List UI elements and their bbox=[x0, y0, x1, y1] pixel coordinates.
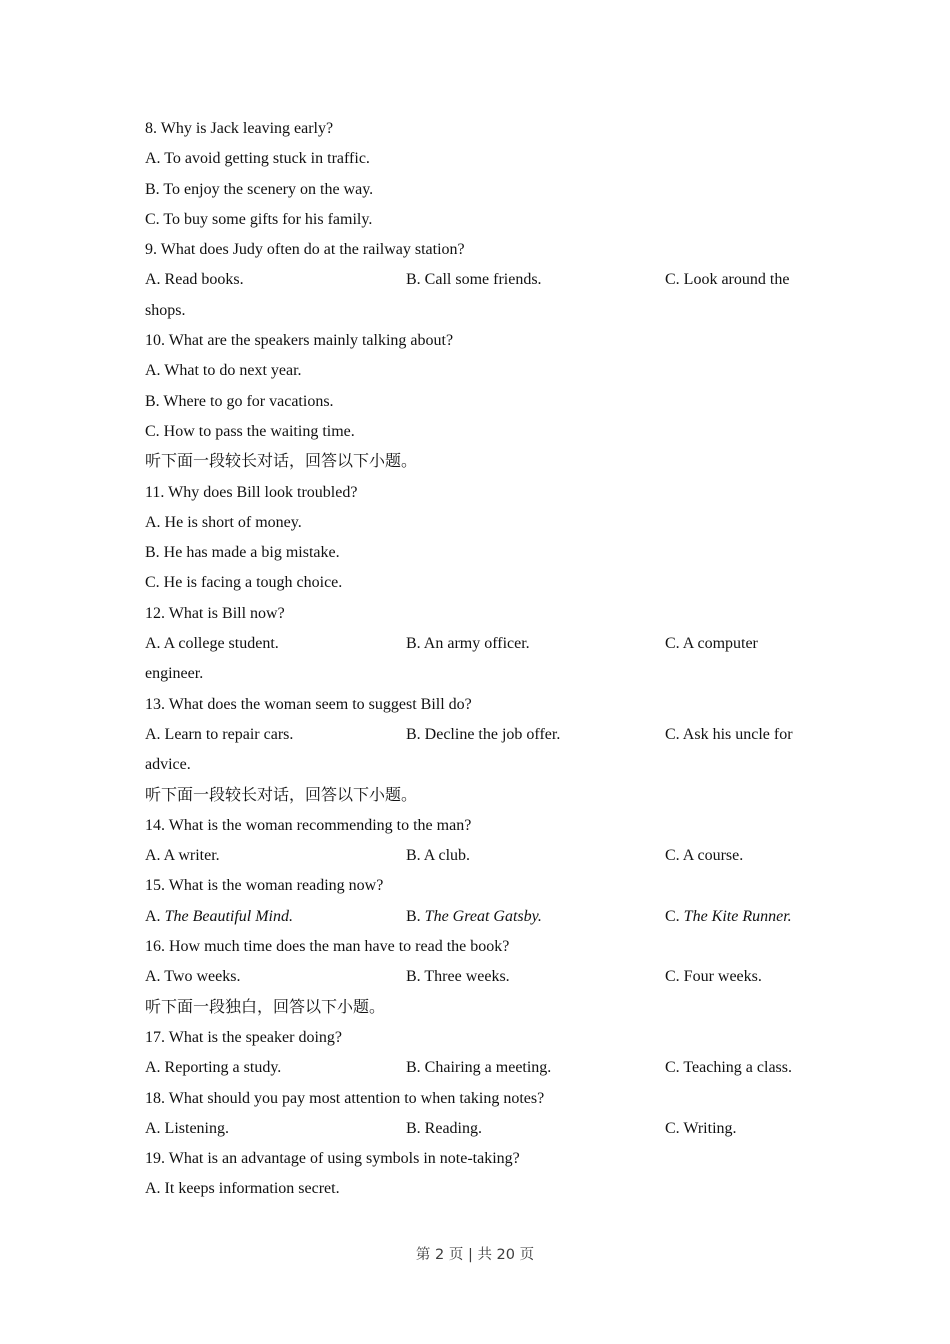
question-10: 10. What are the speakers mainly talking about? bbox=[145, 332, 454, 350]
options-row-18 bbox=[145, 1114, 810, 1144]
option-10c: C. How to pass the waiting time. bbox=[145, 422, 355, 440]
option-13c-wrap: advice. bbox=[145, 756, 191, 774]
option-8c: C. To buy some gifts for his family. bbox=[145, 210, 373, 228]
option-11c: C. He is facing a tough choice. bbox=[145, 574, 343, 592]
question-16: 16. How much time does the man have to read the book? bbox=[145, 938, 510, 956]
option-9a: A. Read books. bbox=[145, 271, 244, 289]
option-12c-wrap: engineer. bbox=[145, 665, 204, 683]
question-18: 18. What should you pay most attention to when taking notes? bbox=[145, 1089, 545, 1107]
question-9: 9. What does Judy often do at the railway station? bbox=[145, 241, 465, 259]
option-9c-wrap: shops. bbox=[145, 301, 186, 319]
option-13c: C. Ask his uncle for bbox=[665, 725, 793, 743]
option-15c bbox=[665, 902, 792, 932]
option-14a: A. A writer. bbox=[145, 847, 220, 865]
option-14c: C. A course. bbox=[665, 847, 744, 865]
option-19a: A. It keeps information secret. bbox=[145, 1180, 340, 1198]
option-13a: A. Learn to repair cars. bbox=[145, 725, 294, 743]
page-footer bbox=[0, 1243, 950, 1264]
book-title: The Kite Runner. bbox=[683, 907, 792, 925]
option-12a: A. A college student. bbox=[145, 635, 279, 653]
option-18a: A. Listening. bbox=[145, 1119, 229, 1137]
option-15a bbox=[145, 902, 293, 932]
options-row-15 bbox=[145, 902, 810, 932]
option-9c: C. Look around the bbox=[665, 271, 790, 289]
options-row-16 bbox=[145, 962, 810, 992]
option-18c: C. Writing. bbox=[665, 1119, 737, 1137]
option-16c: C. Four weeks. bbox=[665, 968, 762, 986]
option-8a: A. To avoid getting stuck in traffic. bbox=[145, 150, 370, 168]
option-17b: B. Chairing a meeting. bbox=[406, 1059, 552, 1077]
listening-instruction-monologue: 听下面一段独白，回答以下小题。 bbox=[145, 998, 386, 1016]
question-12: 12. What is Bill now? bbox=[145, 604, 285, 622]
option-10b: B. Where to go for vacations. bbox=[145, 392, 334, 410]
question-13: 13. What does the woman seem to suggest Bill do? bbox=[145, 695, 472, 713]
question-8: 8. Why is Jack leaving early? bbox=[145, 120, 334, 137]
option-16b: B. Three weeks. bbox=[406, 968, 510, 986]
page-number-indicator: 第 2 页 | 共 20 页 bbox=[415, 1247, 535, 1263]
question-17: 17. What is the speaker doing? bbox=[145, 1028, 342, 1046]
options-row-12 bbox=[145, 629, 810, 659]
option-12b: B. An army officer. bbox=[406, 635, 530, 653]
book-title: The Great Gatsby. bbox=[424, 907, 542, 925]
option-14b: B. A club. bbox=[406, 847, 471, 865]
option-13b: B. Decline the job offer. bbox=[406, 725, 561, 743]
option-letter: B. bbox=[406, 907, 425, 925]
option-17c: C. Teaching a class. bbox=[665, 1059, 792, 1077]
question-15: 15. What is the woman reading now? bbox=[145, 877, 384, 895]
option-18b: B. Reading. bbox=[406, 1119, 482, 1137]
option-11b: B. He has made a big mistake. bbox=[145, 544, 340, 562]
options-row-14 bbox=[145, 841, 810, 871]
options-row-9 bbox=[145, 265, 810, 295]
option-letter: C. bbox=[665, 907, 684, 925]
listening-instruction-dialog-1: 听下面一段较长对话，回答以下小题。 bbox=[145, 453, 418, 471]
option-11a: A. He is short of money. bbox=[145, 513, 302, 531]
exam-body bbox=[145, 114, 810, 1205]
book-title: The Beautiful Mind. bbox=[164, 907, 293, 925]
option-15b bbox=[406, 902, 542, 932]
question-19: 19. What is an advantage of using symbols in note-taking? bbox=[145, 1150, 520, 1168]
option-17a: A. Reporting a study. bbox=[145, 1059, 282, 1077]
option-10a: A. What to do next year. bbox=[145, 362, 302, 380]
option-12c: C. A computer bbox=[665, 635, 758, 653]
question-11: 11. Why does Bill look troubled? bbox=[145, 483, 358, 501]
option-letter: A. bbox=[145, 907, 165, 925]
listening-instruction-dialog-2: 听下面一段较长对话，回答以下小题。 bbox=[145, 786, 418, 804]
option-8b: B. To enjoy the scenery on the way. bbox=[145, 180, 374, 198]
options-row-17 bbox=[145, 1053, 810, 1083]
option-9b: B. Call some friends. bbox=[406, 271, 542, 289]
question-14: 14. What is the woman recommending to the man? bbox=[145, 816, 472, 834]
options-row-13 bbox=[145, 720, 810, 750]
option-16a: A. Two weeks. bbox=[145, 968, 241, 986]
